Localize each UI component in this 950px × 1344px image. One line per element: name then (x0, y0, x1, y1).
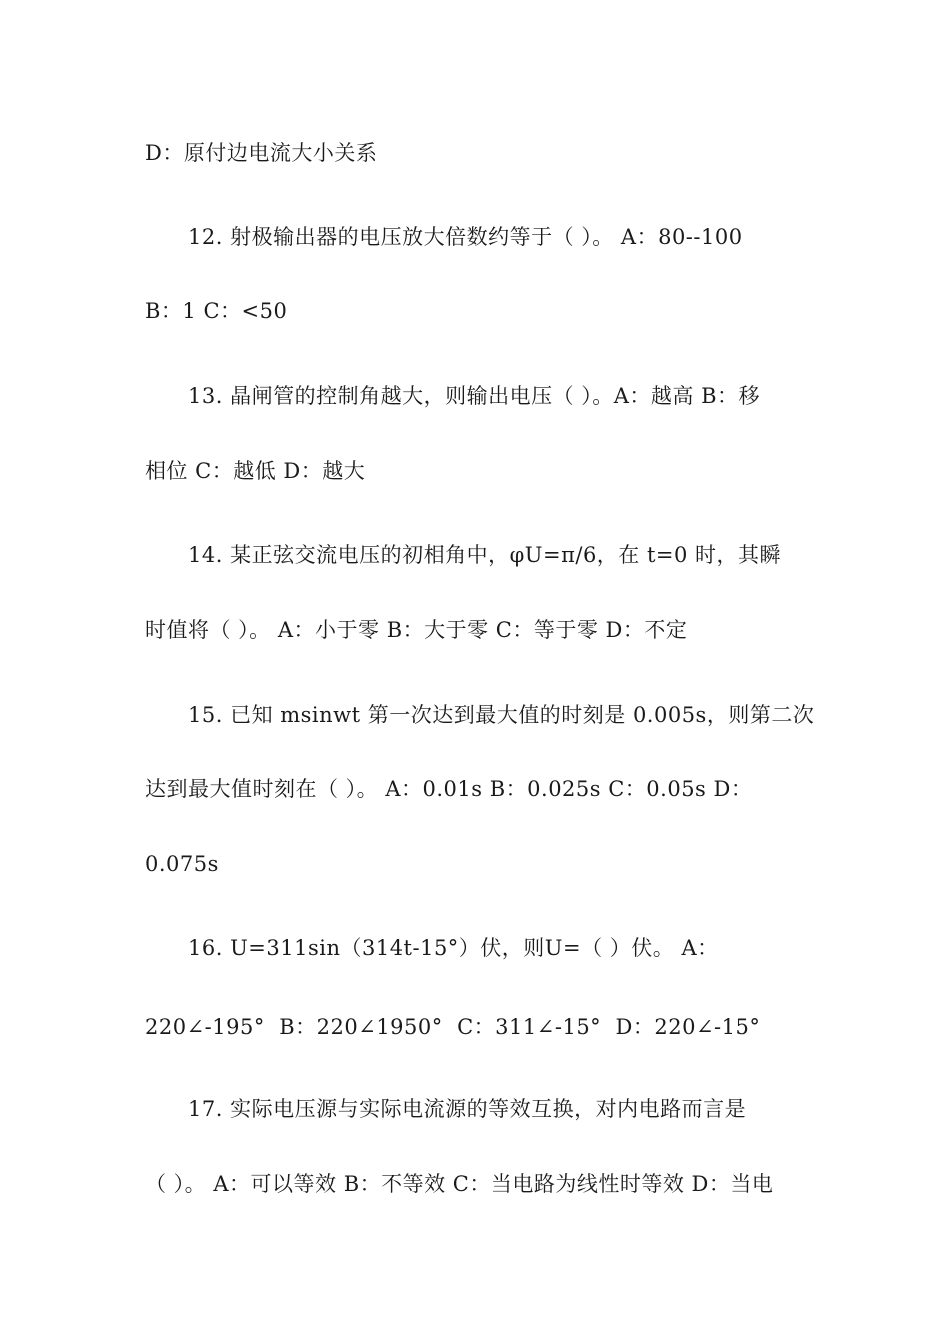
question-12-options: B：1 C：<50 (145, 299, 288, 323)
question-13-options: 相位 C：越低 D：越大 (145, 459, 366, 483)
question-16: 16. U=311sin（314t-15°）伏，则U=（ ）伏。 A： (188, 936, 719, 960)
question-15: 15. 已知 msinwt 第一次达到最大值的时刻是 0.005s，则第二次 (188, 703, 815, 727)
text-line-option-d: D：原付边电流大小关系 (145, 141, 378, 165)
question-15-options: 达到最大值时刻在（ ）。 A：0.01s B：0.025s C：0.05s D： (145, 777, 753, 801)
question-12: 12. 射极输出器的电压放大倍数约等于（ ）。 A：80--100 (188, 225, 743, 249)
question-17-options: （ ）。 A：可以等效 B：不等效 C：当电路为线性时等效 D：当电 (145, 1172, 774, 1196)
question-14-options: 时值将（ ）。 A：小于零 B：大于零 C：等于零 D：不定 (145, 618, 688, 642)
question-13: 13. 晶闸管的控制角越大，则输出电压（ ）。A：越高 B：移 (188, 384, 761, 408)
question-15-options-cont: 0.075s (145, 852, 219, 876)
question-16-options: 220∠-195° B：220∠1950° C：311∠-15° D：220∠-15° (145, 1015, 761, 1039)
question-14: 14. 某正弦交流电压的初相角中，φU=π/6，在 t=0 时，其瞬 (188, 543, 782, 567)
question-17: 17. 实际电压源与实际电流源的等效互换，对内电路而言是 (188, 1097, 747, 1121)
